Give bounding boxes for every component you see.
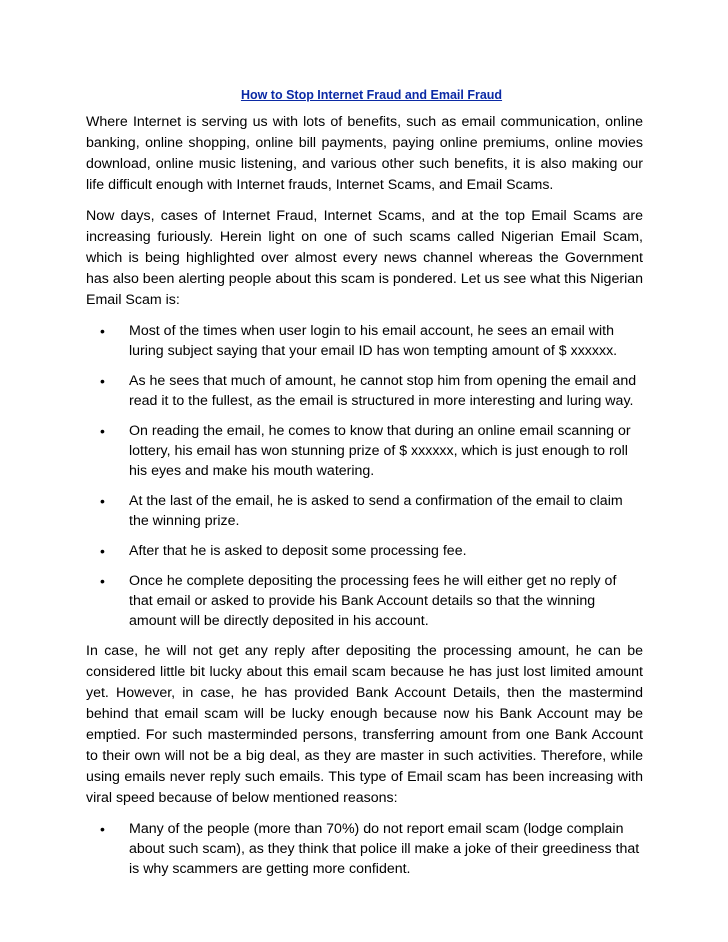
list-item bbox=[86, 491, 643, 531]
scam-steps-list bbox=[86, 321, 643, 631]
list-item bbox=[86, 819, 643, 879]
list-item-text: Once he complete depositing the processing fees he will either get no reply of that email or asked to provide his Bank Account details so that the winning amount will be directly deposited in his account. bbox=[129, 573, 617, 629]
list-item bbox=[86, 541, 643, 561]
bullet-icon: • bbox=[100, 323, 105, 339]
bullet-icon: • bbox=[100, 543, 105, 559]
list-item bbox=[86, 321, 643, 361]
list-item-text: On reading the email, he comes to know that during an online email scanning or lottery, his email has won stunning prize of $ xxxxxx, which is just enough to roll his eyes and make his mouth watering. bbox=[129, 423, 631, 479]
list-item bbox=[86, 571, 643, 631]
bullet-icon: • bbox=[100, 821, 105, 837]
intro-paragraph: Where Internet is serving us with lots of benefits, such as email communication, online banking, online shopping, online bill payments, paying online premiums, online movies download, online music listening, and various other such benefits, it is also making our life difficult enough with Internet frauds, Internet Scams, and Email Scams. bbox=[86, 114, 643, 193]
bullet-icon: • bbox=[100, 493, 105, 509]
list-item-text: As he sees that much of amount, he cannot stop him from opening the email and read it to the fullest, as the email is structured in more interesting and luring way. bbox=[129, 373, 637, 409]
list-item-text: At the last of the email, he is asked to send a confirmation of the email to claim the winning prize. bbox=[129, 493, 623, 529]
list-item bbox=[86, 421, 643, 481]
bullet-icon: • bbox=[100, 573, 105, 589]
list-item-text: Many of the people (more than 70%) do not report email scam (lodge complain about such scam), as they think that police ill make a joke of their greediness that is why scammers are getting more confident. bbox=[129, 821, 640, 877]
bullet-icon: • bbox=[100, 423, 105, 439]
scam-description-paragraph: Now days, cases of Internet Fraud, Internet Scams, and at the top Email Scams are increasing furiously. Herein light on one of such scams called Nigerian Email Scam, which is being highlighted over almost every news channel whereas the Government has also been alerting people about this scam is pondered. Let us see what this Nigerian Email Scam is: bbox=[86, 208, 643, 308]
document-page bbox=[86, 85, 643, 889]
reasons-list bbox=[86, 819, 643, 879]
bullet-icon: • bbox=[100, 373, 105, 389]
document-title-link[interactable]: How to Stop Internet Fraud and Email Fraud bbox=[240, 88, 503, 102]
consequence-paragraph: In case, he will not get any reply after depositing the processing amount, he can be considered little bit lucky about this email scam because he has just lost limited amount yet. However, in case, he has provided Bank Account Details, then the mastermind behind that email scam will be lucky enough because now his Bank Account may be emptied. For such masterminded persons, transferring amount from one Bank Account to their own will not be a big deal, as they are master in such activities. Therefore, while using emails never reply such emails. This type of Email scam has been increasing with viral speed because of below mentioned reasons: bbox=[86, 643, 643, 806]
list-item bbox=[86, 371, 643, 411]
list-item-text: After that he is asked to deposit some processing fee. bbox=[129, 543, 467, 559]
list-item-text: Most of the times when user login to his email account, he sees an email with luring subject saying that your email ID has won tempting amount of $ xxxxxx. bbox=[129, 323, 618, 359]
